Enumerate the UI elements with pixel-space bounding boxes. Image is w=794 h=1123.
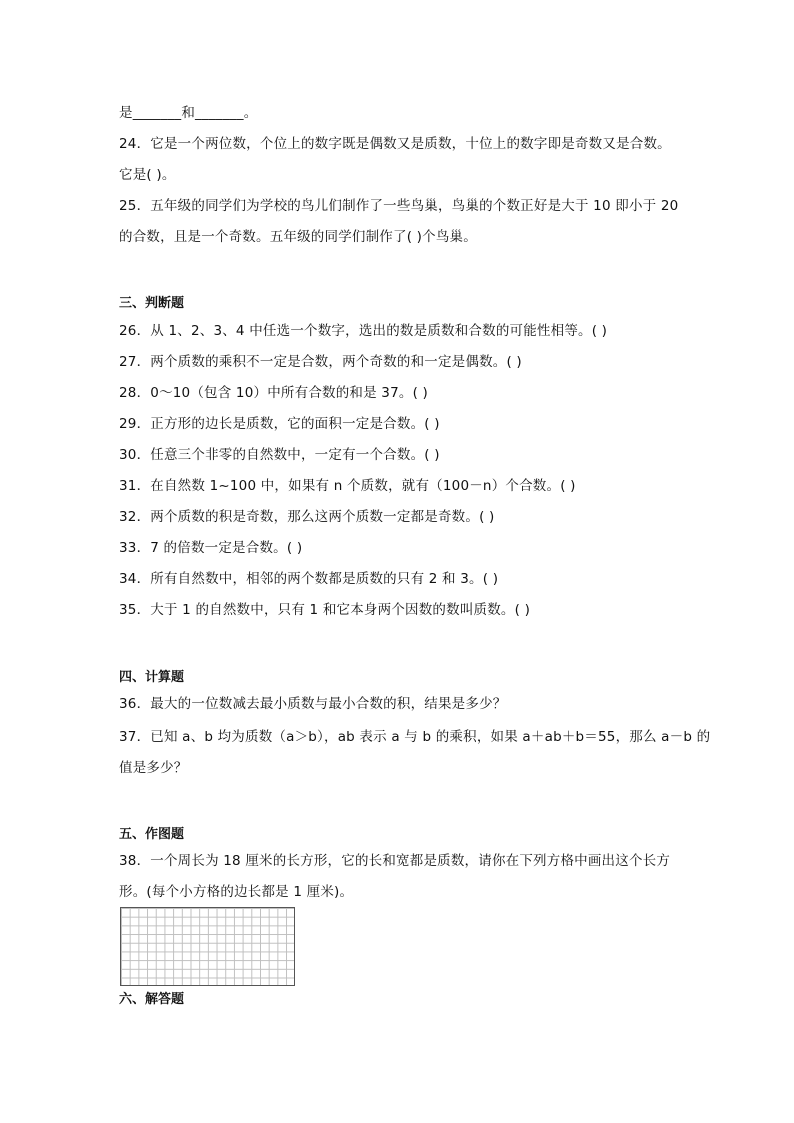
question-30: 30．任意三个非零的自然数中，一定有一个合数。( ): [119, 447, 440, 463]
question-27: 27．两个质数的乘积不一定是合数，两个奇数的和一定是偶数。( ): [119, 354, 522, 370]
question-31: 31．在自然数 1~100 中，如果有 n 个质数，就有（100－n）个合数。( ): [119, 478, 576, 494]
q24-text: 24．它是一个两位数，个位上的数字既是偶数又是质数，十位上的数字即是奇数又是合数。: [119, 136, 671, 152]
question-33: 33．7 的倍数一定是合数。( ): [119, 540, 303, 556]
section-judge-heading: 三、判断题: [119, 296, 185, 311]
question-37-cont: 值是多少？: [119, 760, 188, 776]
question-32: 32．两个质数的积是奇数，那么这两个质数一定都是奇数。( ): [119, 509, 495, 525]
q24-answer-line: 它是( )。: [119, 167, 176, 183]
q23-continuation: 是_______和_______。: [119, 105, 258, 121]
question-37: 37．已知 a、b 均为质数（a＞b），ab 表示 a 与 b 的乘积，如果 a＋ab＋b＝55，那么 a－b 的: [119, 729, 711, 745]
question-28: 28．0～10（包含 10）中所有合数的和是 37。( ): [119, 385, 429, 401]
q25-answer-line: 的合数，且是一个奇数。五年级的同学们制作了( )个鸟巢。: [119, 229, 477, 245]
question-29: 29．正方形的边长是质数，它的面积一定是合数。( ): [119, 416, 440, 432]
question-36: 36．最大的一位数减去最小质数与最小合数的积，结果是多少？: [119, 696, 507, 712]
section-calc-heading: 四、计算题: [119, 670, 185, 685]
q25-text: 25．五年级的同学们为学校的鸟儿们制作了一些鸟巢，鸟巢的个数正好是大于 10 即小于 20: [119, 198, 679, 214]
question-38: 38．一个周长为 18 厘米的长方形，它的长和宽都是质数，请你在下列方格中画出这个长方: [119, 853, 671, 869]
question-26: 26．从 1、2、3、4 中任选一个数字，选出的数是质数和合数的可能性相等。( ): [119, 323, 608, 339]
question-34: 34．所有自然数中，相邻的两个数都是质数的只有 2 和 3。( ): [119, 571, 499, 587]
question-38-cont: 形。(每个小方格的边长都是 1 厘米)。: [119, 884, 354, 900]
section-draw-heading: 五、作图题: [119, 827, 185, 842]
drawing-grid[interactable]: [120, 907, 295, 986]
section-answer-heading: 六、解答题: [119, 992, 185, 1007]
question-35: 35．大于 1 的自然数中，只有 1 和它本身两个因数的数叫质数。( ): [119, 602, 531, 618]
